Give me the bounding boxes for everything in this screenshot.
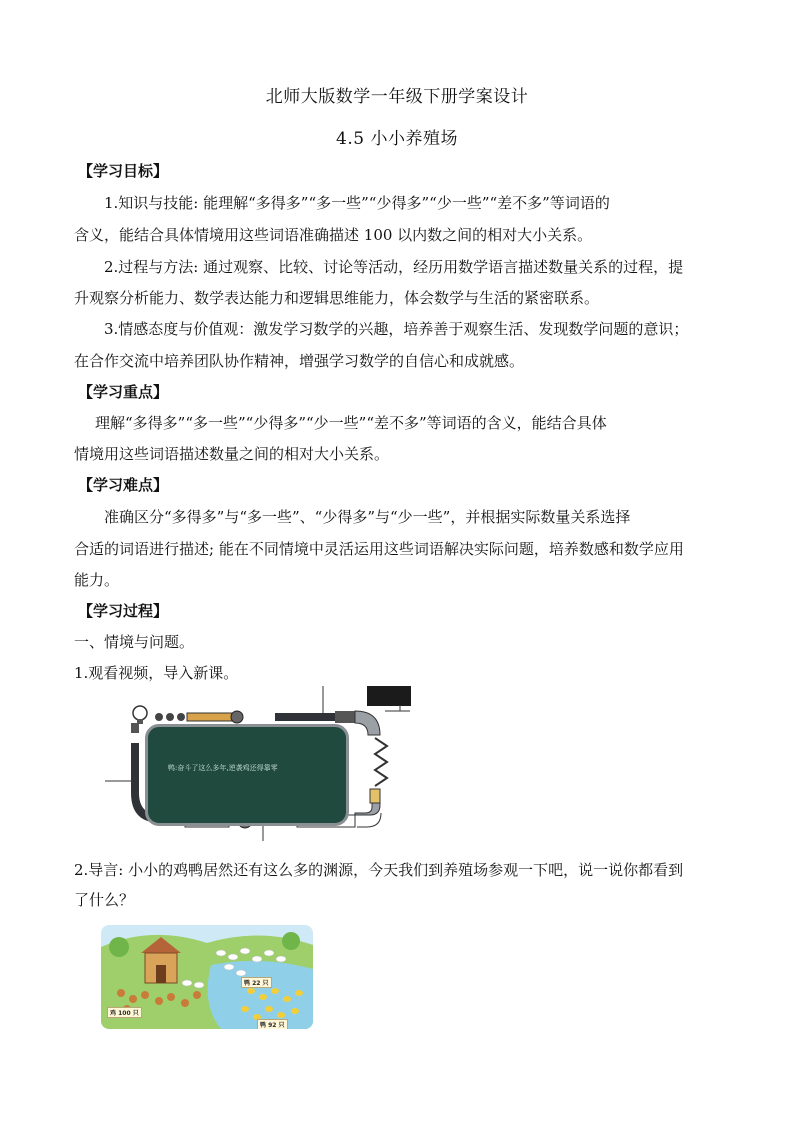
video-screen[interactable] xyxy=(145,724,349,826)
step-2-line-1: 2.导言: 小小的鸡鸭居然还有这么多的渊源，今天我们到养殖场参观一下吧，说一说你都看到 xyxy=(74,861,684,879)
goal-2-line-1: 2.过程与方法: 通过观察、比较、讨论等活动，经历用数学语言描述数量关系的过程，提 xyxy=(104,258,684,276)
goal-3-line-1: 3.情感态度与价值观：激发学习数学的兴趣，培养善于观察生活、发现数学问题的意识； xyxy=(104,320,689,338)
part-one-title: 一、情境与问题。 xyxy=(74,633,195,651)
page-subtitle: 4.5 小小养殖场 xyxy=(336,129,458,149)
goal-3-line-2: 在合作交流中培养团队协作精神，增强学习数学的自信心和成就感。 xyxy=(74,352,525,370)
goal-1-line-2: 含义，能结合具体情境用这些词语准确描述 100 以内数之间的相对大小关系。 xyxy=(74,226,593,244)
key-points-heading: 【学习重点】 xyxy=(78,383,169,401)
chicken-count-label: 鸡 100 只 xyxy=(107,1007,142,1018)
video-player[interactable] xyxy=(95,683,415,841)
goal-1-line-1: 1.知识与技能: 能理解“多得多”“多一些”“少得多”“少一些”“差不多”等词语的 xyxy=(104,194,610,212)
step-1: 1.观看视频，导入新课。 xyxy=(74,664,239,682)
goose-count-label: 鸭 92 只 xyxy=(257,1019,288,1029)
goal-2-line-2: 升观察分析能力、数学表达能力和逻辑思维能力，体会数学与生活的紧密联系。 xyxy=(74,289,600,307)
difficulty-line-1: 准确区分“多得多”与“多一些”、“少得多”与“少一些”，并根据实际数量关系选择 xyxy=(104,508,631,526)
farm-illustration xyxy=(101,925,313,1029)
key-line-2: 情境用这些词语描述数量之间的相对大小关系。 xyxy=(74,445,390,463)
key-line-1: 理解“多得多”“多一些”“少得多”“少一些”“差不多”等词语的含义，能结合具体 xyxy=(95,414,607,432)
difficulty-line-2: 合适的词语进行描述; 能在不同情境中灵活运用这些词语解决实际问题，培养数感和数学应用 xyxy=(74,540,684,558)
goals-heading: 【学习目标】 xyxy=(78,162,169,180)
duck-count-label: 鸭 22 只 xyxy=(241,977,272,988)
difficulty-line-3: 能力。 xyxy=(74,571,120,589)
step-2-line-2: 了什么？ xyxy=(74,891,135,909)
page-title: 北师大版数学一年级下册学案设计 xyxy=(265,87,529,107)
difficulty-heading: 【学习难点】 xyxy=(78,476,169,494)
process-heading: 【学习过程】 xyxy=(78,602,169,620)
video-caption: 鸭:奋斗了这么多年,逆袭鸡还得靠零 xyxy=(168,764,278,772)
